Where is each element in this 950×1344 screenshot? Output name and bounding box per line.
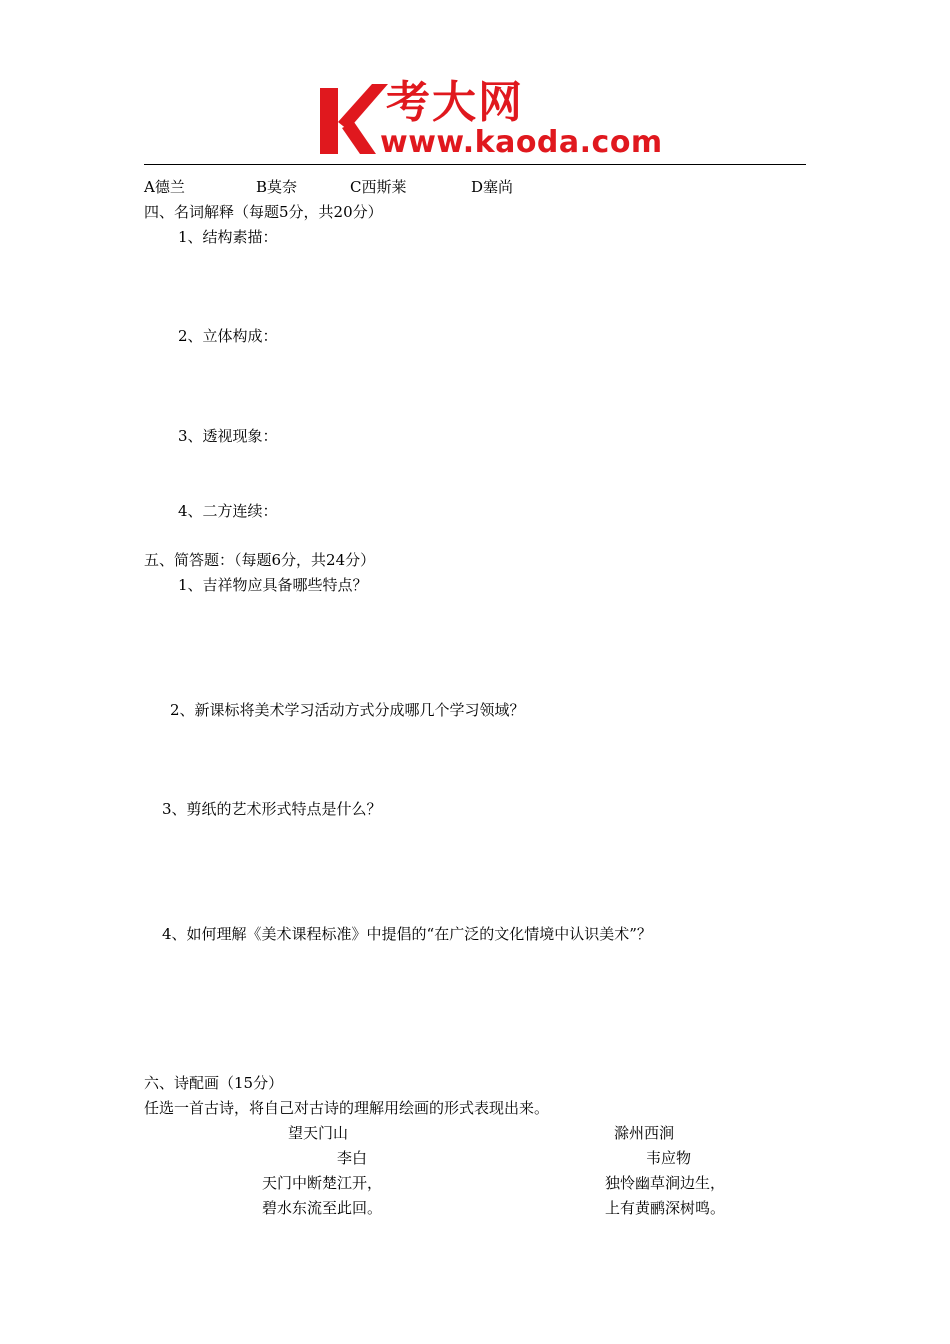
logo-url-text: www.kaoda.com xyxy=(380,125,663,160)
poem2-line-2: 上有黄鹂深树鸣。 xyxy=(605,1199,726,1217)
poem1-author: 李白 xyxy=(337,1149,368,1167)
section5-item-3: 3、剪纸的艺术形式特点是什么？ xyxy=(162,800,382,818)
option-a: A德兰 xyxy=(144,178,185,196)
poem1-line-2: 碧水东流至此回。 xyxy=(262,1199,383,1217)
section6-instruction: 任选一首古诗，将自己对古诗的理解用绘画的形式表现出来。 xyxy=(144,1099,550,1117)
poem2-author: 韦应物 xyxy=(646,1149,692,1167)
option-b: B莫奈 xyxy=(256,178,298,196)
section5-item-1: 1、吉祥物应具备哪些特点？ xyxy=(178,576,368,594)
option-d: D塞尚 xyxy=(471,178,514,196)
section4-item-2: 2、立体构成： xyxy=(178,327,278,345)
section4-item-4: 4、二方连续： xyxy=(178,502,278,520)
section5-item-2: 2、新课标将美术学习活动方式分成哪几个学习领域？ xyxy=(170,701,525,719)
poem2-title: 滁州西涧 xyxy=(614,1124,675,1142)
poem1-title: 望天门山 xyxy=(288,1124,349,1142)
poem1-line-1: 天门中断楚江开， xyxy=(262,1174,383,1192)
section5-title: 五、简答题：（每题6分，共24分） xyxy=(144,551,376,569)
poem2-line-1: 独怜幽草涧边生， xyxy=(605,1174,726,1192)
section5-item-4: 4、如何理解《美术课程标准》中提倡的“在广泛的文化情境中认识美术”？ xyxy=(162,925,652,943)
option-c: C西斯莱 xyxy=(350,178,407,196)
section4-title: 四、名词解释（每题5分，共20分） xyxy=(144,203,383,221)
kaoda-logo xyxy=(318,77,663,160)
k-logo-icon xyxy=(318,82,388,156)
logo-brand-text: 考大网 xyxy=(386,77,524,128)
section4-item-3: 3、透视现象： xyxy=(178,427,278,445)
section4-item-1: 1、结构素描： xyxy=(178,228,278,246)
section6-title: 六、诗配画（15分） xyxy=(144,1074,284,1092)
header-divider xyxy=(144,164,806,165)
